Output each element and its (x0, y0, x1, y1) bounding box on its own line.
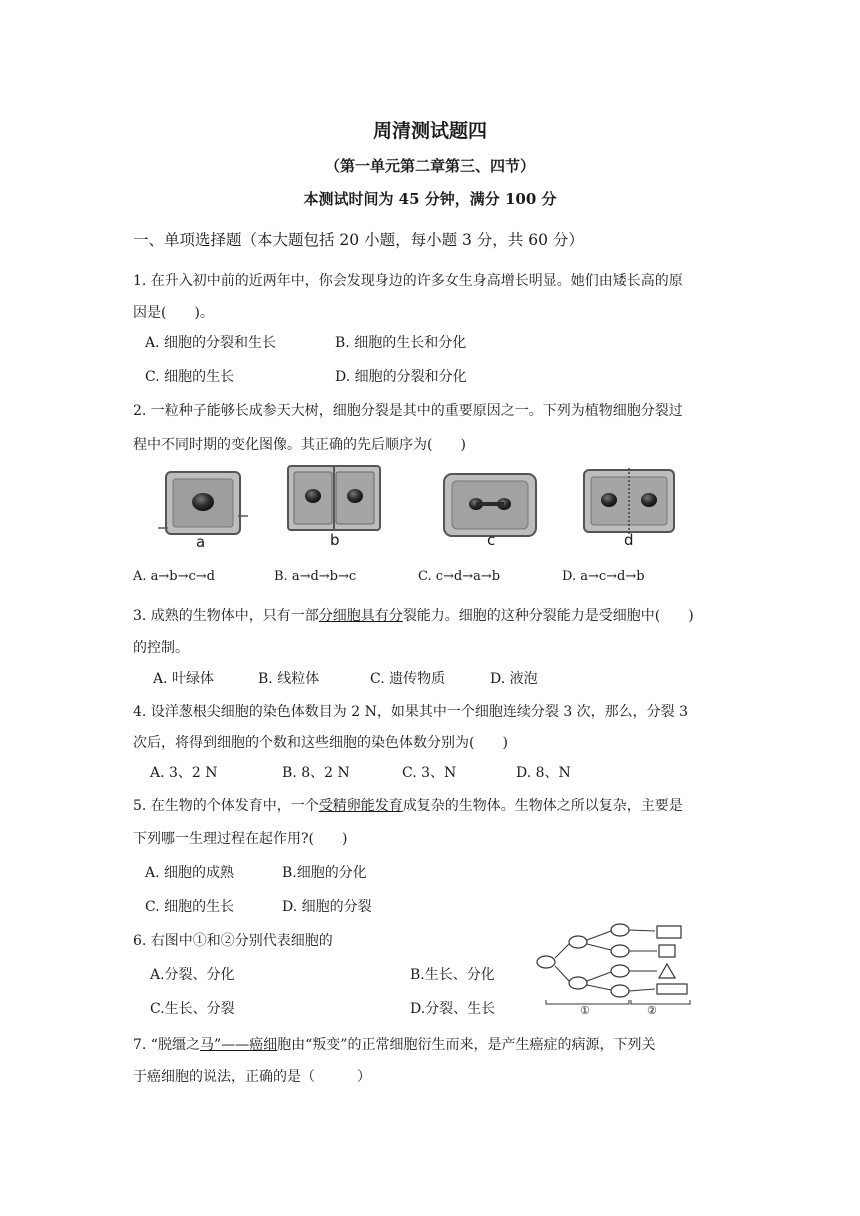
q2-option-d: D. a→c→d→b (562, 569, 645, 584)
q3-stem-underlined: 分细胞具有分 (318, 608, 403, 624)
q7-stem-line1 (133, 1034, 655, 1054)
q3-stem-pre: 3. 成熟的生物体中，只有一部 (133, 608, 319, 624)
cell-image-b (288, 466, 380, 530)
q2-option-c: C. c→d→a→b (418, 569, 501, 584)
q4-option-a: A. 3、2 N (150, 765, 218, 781)
page-subtitle: （第一单元第二章第三、四节） (324, 157, 535, 175)
q3-stem-line2: 的控制。 (133, 640, 189, 656)
q2-stem-line1: 2. 一粒种子能够长成参天大树，细胞分裂是其中的重要原因之一。下列为植物细胞分裂过 (133, 403, 683, 419)
q2-option-a: A. a→b→c→d (133, 569, 216, 584)
q3-option-a: A. 叶绿体 (153, 671, 215, 687)
q1-stem-line2: 因是( )。 (133, 305, 214, 321)
q4-stem-line2: 次后，将得到细胞的个数和这些细胞的染色体数分别为( ) (133, 735, 508, 751)
diagram-label-1: ① (580, 1004, 590, 1017)
q7-stem-underlined-1: 马”—— (199, 1037, 250, 1053)
q2-stem-line2: 程中不同时期的变化图像。其正确的先后顺序为( ) (133, 437, 466, 453)
section-heading: 一、单项选择题（本大题包括 20 小题，每小题 3 分，共 60 分） (133, 231, 584, 249)
q5-stem-pre: 5. 在生物的个体发育中，一个 (133, 798, 319, 814)
q4-option-b: B. 8、2 N (282, 765, 350, 781)
q5-option-b: B.细胞的分化 (282, 865, 367, 881)
q5-option-d: D. 细胞的分裂 (282, 899, 372, 915)
fig-label-b: b (330, 531, 340, 549)
q3-option-c: C. 遗传物质 (370, 671, 446, 687)
q6-option-b: B.生长、分化 (410, 967, 495, 983)
q7-stem-line2: 于癌细胞的说法，正确的是（ ） (133, 1069, 371, 1085)
q2-option-b: B. a→d→b→c (274, 569, 357, 584)
q1-option-d: D. 细胞的分裂和分化 (335, 369, 467, 385)
cell-image-a (158, 472, 248, 534)
q6-option-a: A.分裂、分化 (150, 967, 235, 983)
q5-option-c: C. 细胞的生长 (145, 899, 235, 915)
q1-option-a: A. 细胞的分裂和生长 (145, 335, 277, 351)
q4-option-d: D. 8、N (516, 765, 571, 781)
q1-option-b: B. 细胞的生长和分化 (335, 335, 467, 351)
diagram-label-2: ② (647, 1004, 657, 1017)
q3-option-b: B. 线粒体 (258, 671, 320, 687)
q3-option-d: D. 液泡 (490, 671, 538, 687)
cell-division-figure (0, 460, 860, 560)
q4-stem-line1: 4. 设洋葱根尖细胞的染色体数目为 2 N，如果其中一个细胞连续分裂 3 次，那么，分裂 3 (133, 704, 689, 720)
cell-image-d (584, 468, 674, 534)
fig-label-d: d (624, 531, 634, 549)
cell-process-diagram (0, 920, 860, 1020)
q5-stem-post: 成复杂的生物体。生物体之所以复杂，主要是 (402, 798, 683, 814)
q7-stem-underlined-2: 癌细 (249, 1037, 278, 1053)
q6-option-c: C.生长、分裂 (150, 1001, 235, 1017)
fig-label-a: a (196, 533, 206, 551)
page-title: 周清测试题四 (372, 120, 487, 142)
q1-stem-line1: 1. 在升入初中前的近两年中，你会发现身边的许多女生身高增长明显。她们由矮长高的原 (133, 273, 683, 289)
q5-stem-line1 (133, 795, 683, 815)
cell-image-c (444, 474, 536, 536)
q7-stem-post: 胞由“叛变”的正常细胞衍生而来，是产生癌症的病源，下列关 (277, 1037, 656, 1053)
q4-option-c: C. 3、N (402, 765, 457, 781)
time-note: 本测试时间为 45 分钟，满分 100 分 (303, 190, 557, 208)
q6-stem: 6. 右图中①和②分别代表细胞的 (133, 933, 333, 949)
q5-stem-underlined: 受精卵能发育 (318, 798, 403, 814)
fig-label-c: c (487, 531, 496, 549)
q3-stem-line1 (133, 605, 694, 625)
q3-stem-post: 裂能力。细胞的这种分裂能力是受细胞中( ) (402, 608, 694, 624)
q5-option-a: A. 细胞的成熟 (145, 865, 235, 881)
q7-stem-pre: 7. “脱缰之 (133, 1037, 200, 1053)
q6-option-d: D.分裂、生长 (410, 1001, 496, 1017)
q5-stem-line2: 下列哪一生理过程在起作用?( ) (133, 831, 348, 847)
q1-option-c: C. 细胞的生长 (145, 369, 235, 385)
